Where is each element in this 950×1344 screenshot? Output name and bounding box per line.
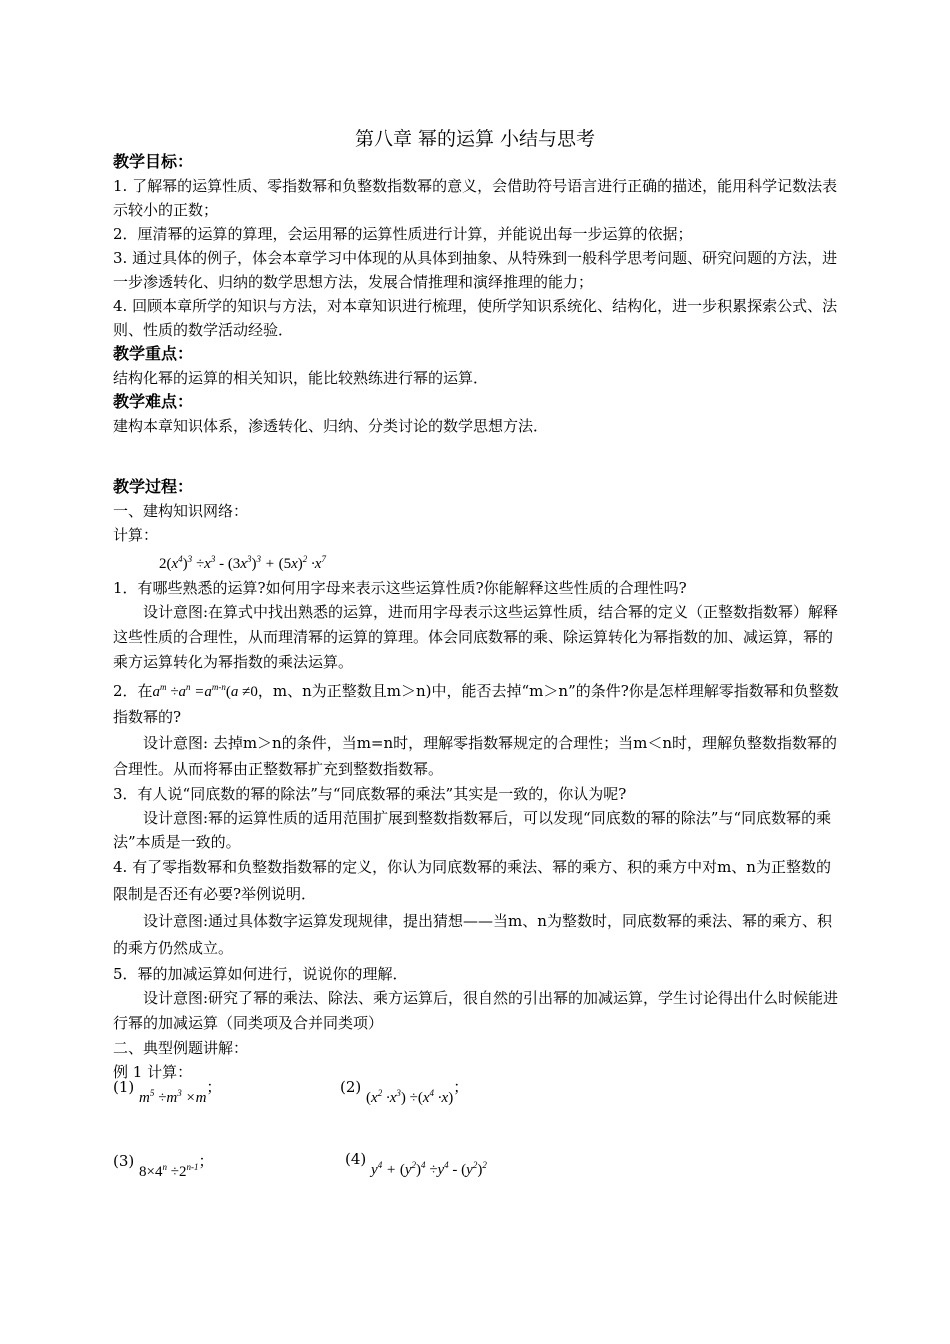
question-5: 5．幂的加减运算如何进行，说说你的理解． xyxy=(113,965,408,983)
example-1-heading: 例 1 计算： xyxy=(113,1063,193,1081)
question-2-design: 设计意图: 去掉m＞n的条件，当m=n时，理解零指数幂规定的合理性；当m＜n时，理解负整数指数幂的合理性。从而将幂由正整数幂扩充到整数指数幂。 xyxy=(113,734,838,778)
page-title: 第八章 幂的运算 小结与思考 xyxy=(354,128,596,150)
expression-ex1: $m^5 \div m^3 \times m$ xyxy=(139,1088,207,1106)
example-item-2: (2) $(x^2 \cdot x^3) \div(x^4 \cdot x)$； xyxy=(340,1078,469,1106)
question-3: 3．有人说“同底数的幂的除法”与“同底数幂的乘法”其实是一致的，你认为呢? xyxy=(113,785,627,803)
question-2: 2．在$a^m \div a^n =a^{m-n}(a \ne 0$，m、n为正整数且m＞n)中，能否去掉“m＞n”的条件?你是怎样理解零指数幂和负整数指数幂的? xyxy=(113,682,839,726)
example-item-4: (4) $y^4 + (y^2)^4 \div y^4 - (y^2)^2$ xyxy=(345,1150,487,1178)
difficulties-heading: 教学难点： xyxy=(113,392,194,411)
expression-ex3: $8\times 4^n \div 2^{n-1}$ xyxy=(139,1162,199,1180)
question-1-design: 设计意图:在算式中找出熟悉的运算，进而用字母表示这些运算性质，结合幂的定义（正整数指数幂）解释这些性质的合理性，从而理清幂的运算的算理。体会同底数幂的乘、除运算转化为幂指数的加、减运算，幂的乘方运算转化为幂指数的乘法运算。 xyxy=(113,603,839,671)
key-points-heading: 教学重点： xyxy=(113,344,194,363)
goal-item-2: 2．厘清幂的运算的算理，会运用幂的运算性质进行计算，并能说出每一步运算的依据； xyxy=(113,225,693,243)
goal-item-3: 3. 通过具体的例子，体会本章学习中体现的从具体到抽象、从特殊到一般科学思考问题、研究问题的方法，进一步渗透转化、归纳的数学思想方法，发展合情推理和演绎推理的能力； xyxy=(113,249,838,291)
section2-heading: 二、典型例题讲解： xyxy=(113,1039,249,1057)
example-item-3: (3) $8\times 4^n \div 2^{n-1}$； xyxy=(113,1152,214,1180)
calc-expression xyxy=(113,547,839,576)
question-4-design: 设计意图:通过具体数字运算发现规律，提出猜想——当m、n为整数时，同底数幂的乘法、幂的乘方、积的乘方仍然成立。 xyxy=(113,912,832,957)
expression-main: $2(x^4)^3 \div x^3 - (3x^3)^3 + (5x)^2 \cdot x^7$ xyxy=(159,554,326,572)
process-heading: 教学过程： xyxy=(113,477,194,496)
example-item-1: (1) $m^5 \div m^3 \times m$； xyxy=(113,1078,222,1106)
difficulties-text: 建构本章知识体系，渗透转化、归纳、分类讨论的数学思想方法． xyxy=(113,417,549,435)
question-4: 4. 有了零指数幂和负整数指数幂的定义，你认为同底数幂的乘法、幂的乘方、积的乘方中对m、n为正整数的限制是否还有必要?举例说明． xyxy=(113,858,831,903)
process-section xyxy=(113,475,839,1084)
section1-heading: 一、建构知识网络： xyxy=(113,502,249,520)
goal-item-1: 1. 了解幂的运算性质、零指数幂和负整数指数幂的意义，会借助符号语言进行正确的描述，能用科学记数法表示较小的正数； xyxy=(113,177,838,219)
question-5-design: 设计意图:研究了幂的乘法、除法、乘方运算后，很自然的引出幂的加减运算，学生讨论得出什么时候能进行幂的加减运算（同类项及合并同类项） xyxy=(113,989,839,1032)
goals-section xyxy=(113,150,839,438)
expression-ex4: $y^4 + (y^2)^4 \div y^4 - (y^2)^2$ xyxy=(371,1160,487,1178)
question-3-design: 设计意图:幂的运算性质的适用范围扩展到整数指数幂后，可以发现“同底数的幂的除法”与“同底数幂的乘法”本质是一致的。 xyxy=(113,809,832,851)
expression-ex2: $(x^2 \cdot x^3) \div(x^4 \cdot x)$ xyxy=(366,1088,454,1106)
calc-label: 计算： xyxy=(113,526,159,544)
goals-heading: 教学目标： xyxy=(113,152,194,171)
question-1: 1．有哪些熟悉的运算?如何用字母来表示这些运算性质?你能解释这些性质的合理性吗? xyxy=(113,579,687,597)
key-points-text: 结构化幂的运算的相关知识，能比较熟练进行幂的运算． xyxy=(113,369,489,387)
expression-q2: $a^m \div a^n =a^{m-n}(a \ne 0$ xyxy=(152,682,258,700)
goal-item-4: 4. 回顾本章所学的知识与方法，对本章知识进行梳理，使所学知识系统化、结构化，进一步积累探索公式、法则、性质的数学活动经验． xyxy=(113,297,838,339)
